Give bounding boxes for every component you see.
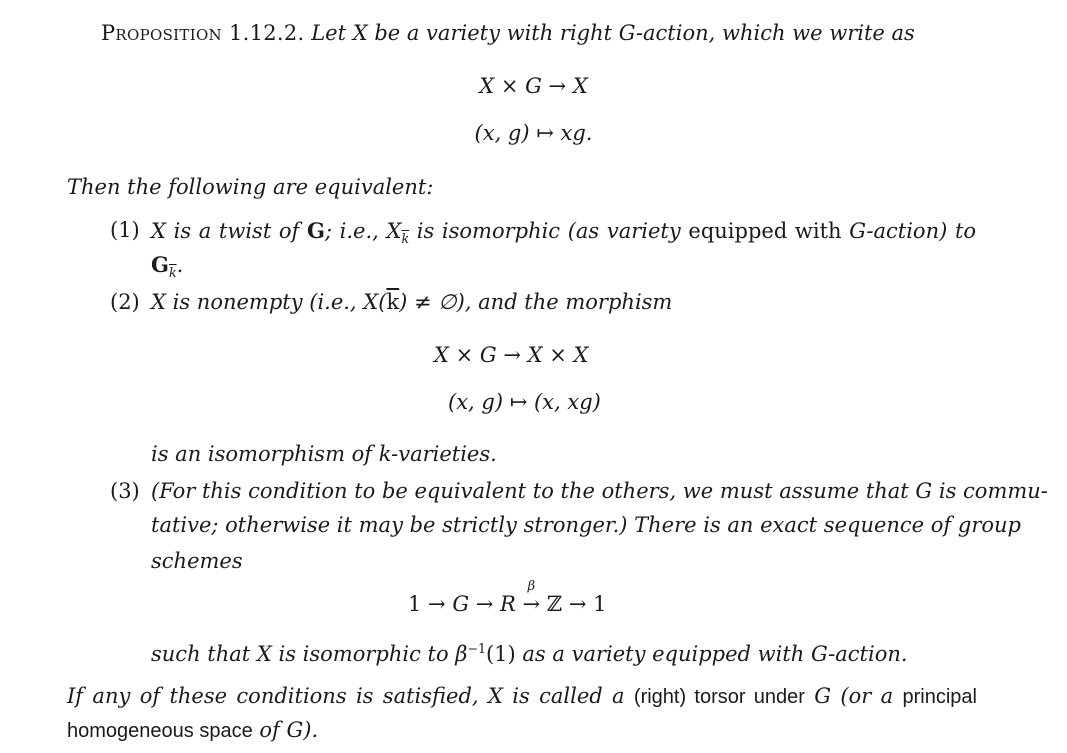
item3-number: (3) bbox=[110, 479, 140, 503]
item1-line1: X is a twist of G; i.e., $X_{\overline{k}}$ is isomorphic (as variety equipped with G-action) to bbox=[151, 218, 977, 247]
item2-number: (2) bbox=[110, 290, 140, 314]
item1-number: (1) bbox=[110, 218, 140, 242]
proposition-intro bbox=[101, 23, 915, 44]
display1-row1: X × G → X bbox=[479, 74, 588, 98]
proposition-label: Proposition 1.12.2. bbox=[101, 21, 305, 45]
conclusion-line2: homogeneous space of G). bbox=[67, 718, 319, 742]
item2-display-row1: X × G → X × X bbox=[434, 343, 589, 367]
item1-line2: $G_{\overline{k}}$. bbox=[151, 252, 184, 281]
proposition-intro-text: Let X be a variety with right G-action, which we write as bbox=[311, 21, 915, 45]
display1-row2: (x, g) ↦ xg. bbox=[474, 121, 593, 145]
then-text: Then the following are equivalent: bbox=[67, 175, 434, 199]
item3-line1: (For this condition to be equivalent to the others, we must assume that G is commu- bbox=[151, 479, 1048, 503]
item3-line2: tative; otherwise it may be strictly stronger.) There is an exact sequence of group bbox=[151, 513, 1021, 537]
item3-line4: such that X is isomorphic to $\beta^{-1}(1)$ as a variety equipped with G-action. bbox=[151, 641, 908, 666]
conclusion-line1: If any of these conditions is satisfied, X is called a (right) torsor under G (or a principal bbox=[67, 684, 977, 708]
item2-line2: is an isomorphism of k-varieties. bbox=[151, 442, 497, 466]
item2-display-row2: (x, g) ↦ (x, xg) bbox=[448, 390, 601, 414]
exact-sequence: 1 → G → R β → ℤ → 1 bbox=[408, 579, 607, 616]
item2-line1: X is nonempty (i.e., $X(\overline{k})$ ≠ ∅), and the morphism bbox=[151, 290, 673, 314]
item3-line3: schemes bbox=[151, 549, 243, 573]
